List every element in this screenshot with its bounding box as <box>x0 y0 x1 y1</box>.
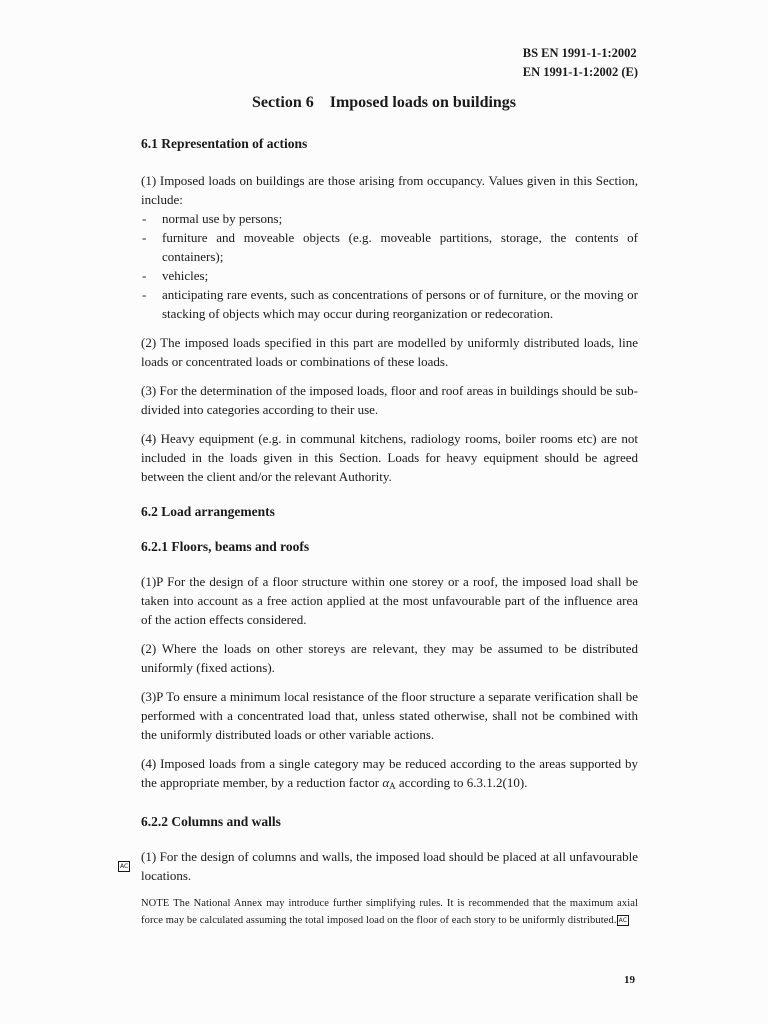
heading-6-2-2: 6.2.2 Columns and walls <box>141 814 281 829</box>
standard-code-bs: BS EN 1991-1-1:2002 <box>522 46 637 60</box>
list-item: - normal use by persons; <box>141 209 638 228</box>
paragraph-6-2-2-1: (1) For the design of columns and walls, the imposed load should be placed at all unfavourable locations. <box>141 849 638 883</box>
paragraph-6-2-1-4 <box>141 754 638 796</box>
paragraph-6-2-1-3: (3)P To ensure a minimum local resistance of the floor structure a separate verification shall be performed with a concentrated load that, unless stated otherwise, shall not be combined with the uniformly distributed loads or other variable actions. <box>141 689 638 742</box>
alpha-symbol: α <box>382 775 390 790</box>
list-item: - anticipating rare events, such as concentrations of persons or of furniture, or the moving or stacking of objects which may occur during reorganization or redecoration. <box>141 285 638 323</box>
heading-6-2-1: 6.2.1 Floors, beams and roofs <box>141 539 310 554</box>
section-title: Section 6 Imposed loads on buildings <box>251 94 517 111</box>
paragraph-6-1-2: (2) The imposed loads specified in this part are modelled by uniformly distributed loads, line loads or concentrated loads or combinations of these loads. <box>141 335 638 369</box>
alpha-subscript: A <box>389 781 396 791</box>
note-text: NOTE The National Annex may introduce further simplifying rules. It is recommended that the maximum axial force may be calculated assuming the total imposed load on the floor of each story to be uniformly distributed. <box>141 898 638 926</box>
paragraph-6-1-4: (4) Heavy equipment (e.g. in communal kitchens, radiology rooms, boiler rooms etc) are not included in the loads given in this Section. Loads for heavy equipment should be agreed between the client and/or the relevant Authority. <box>141 431 638 484</box>
paragraph-text: according to 6.3.1.2(10). <box>395 775 528 790</box>
ac-close-marker: AC <box>618 917 627 924</box>
paragraph-6-1-3: (3) For the determination of the imposed loads, floor and roof areas in buildings should be sub-divided into categories according to their use. <box>141 383 638 417</box>
heading-6-2: 6.2 Load arrangements <box>141 504 275 519</box>
document-header <box>523 44 638 82</box>
list-item: - furniture and moveable objects (e.g. moveable partitions, storage, the contents of containers); <box>141 228 638 266</box>
paragraph-6-2-1-1: (1)P For the design of a floor structure within one storey or a roof, the imposed load shall be taken into account as a free action applied at the most unfavourable part of the influence area of the action effects considered. <box>141 574 638 627</box>
paragraph-6-1-1: (1) Imposed loads on buildings are those arising from occupancy. Values given in this Section, include: <box>141 173 638 207</box>
section-content <box>141 134 638 929</box>
page-number: 19 <box>624 974 635 986</box>
list-item: - vehicles; <box>141 266 638 285</box>
standard-code-en: EN 1991-1-1:2002 (E) <box>522 65 638 79</box>
ac-open-marker: AC <box>120 863 129 870</box>
paragraph-6-2-1-2: (2) Where the loads on other storeys are relevant, they may be assumed to be distributed uniformly (fixed actions). <box>141 641 638 675</box>
note-paragraph <box>141 895 638 929</box>
paragraph-text: (4) Imposed loads from a single category may be reduced according to the areas supported by the appropriate member, by a reduction factor <box>141 756 638 790</box>
uses-list <box>141 209 638 323</box>
heading-6-1: 6.1 Representation of actions <box>141 136 308 151</box>
